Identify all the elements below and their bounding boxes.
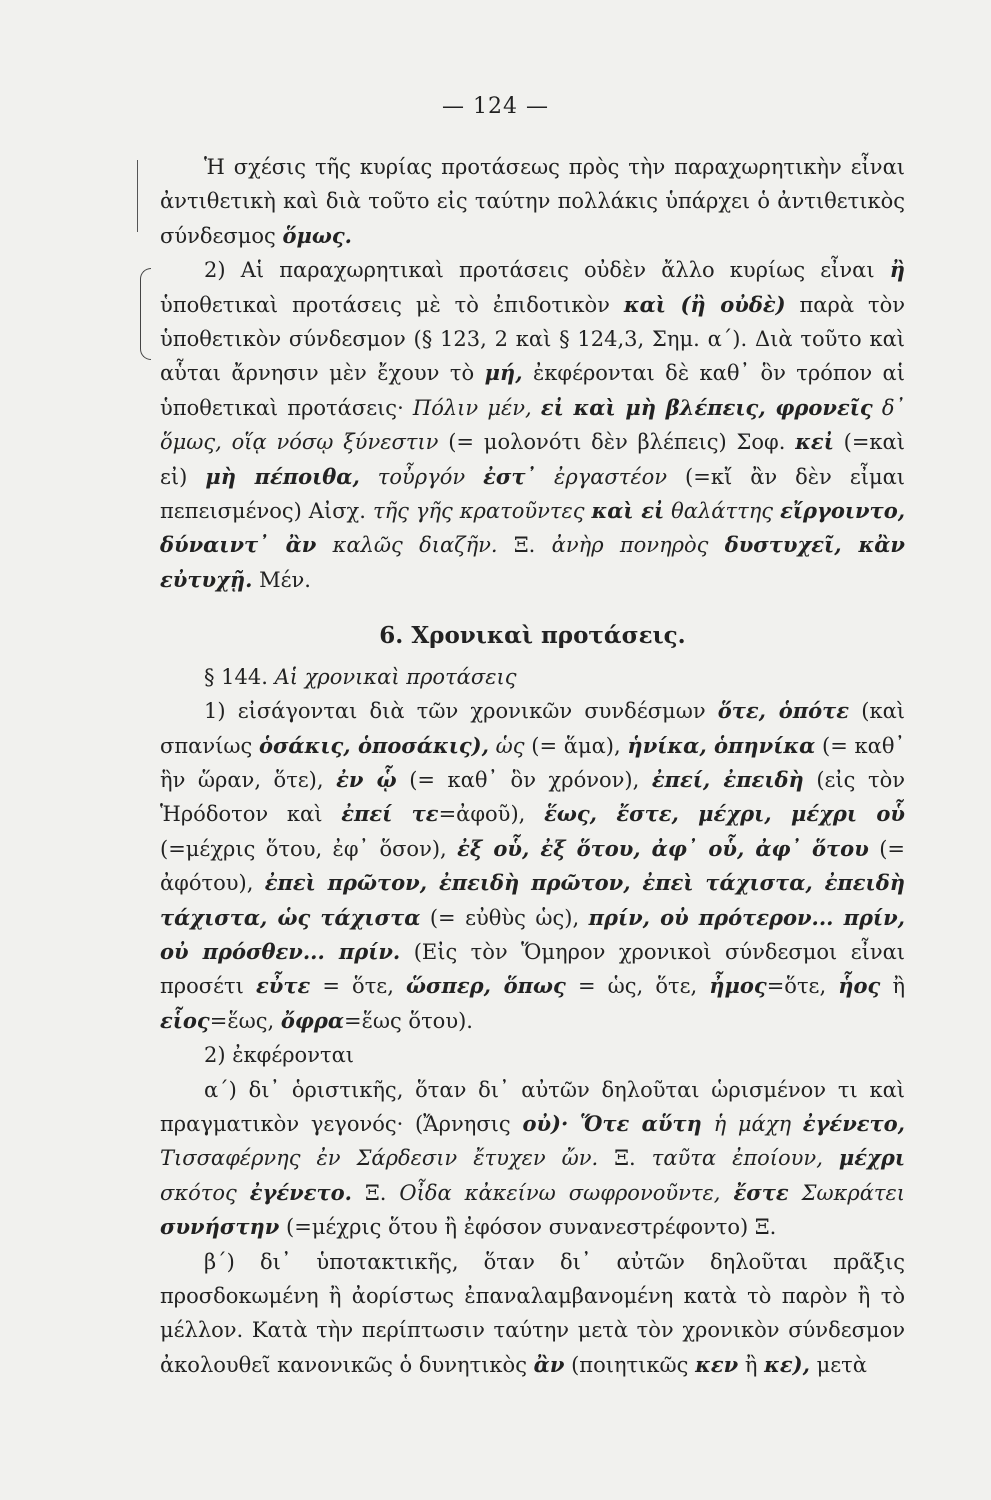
- section-sign: § 144.: [204, 664, 268, 689]
- paragraph-144-title: § 144. Αἱ χρονικαὶ προτάσεις: [204, 664, 517, 689]
- paragraph-144-conjunctions: 1) εἰσάγονται διὰ τῶν χρονικῶν συνδέσμων ὅτε, ὁπότε (καὶ σπανίως ὁσάκις, ὁποσάκις), ὡς (= ἅμα), ἡνίκα, ὁπηνίκα (= καθ᾽ ἣν ὥραν, ὅτε), ἐν ᾧ (= καθ᾽ ὃν χρόνον), ἐπεί, ἐπειδὴ (εἰς τὸν Ἡρόδοτον καὶ ἐπεί τε=ἀφοῦ), ἕως, ἔστε, μέχρι, μέχρι οὗ (=μέχρις ὅτου, ἐφ᾽ ὅσον), ἐξ οὗ, ἐξ ὅτου, ἀφ᾽ οὗ, ἀφ᾽ ὅτου (= ἀφότου), ἐπεὶ πρῶτον, ἐπειδὴ πρῶτον, ἐπεὶ τάχιστα, ἐπειδὴ τάχιστα, ὡς τάχιστα (= εὐθὺς ὡς), πρίν, οὐ πρότερον... πρίν, οὐ πρόσθεν... πρίν. (Εἰς τὸν Ὅμηρον χρονικοὶ σύνδεσμοι εἶναι προσέτι εὖτε = ὅτε, ὥσπερ, ὅπως = ὡς, ὅτε, ἦμος=ὅτε, ἧος ἢ εἷος=ἕως, ὄφρα=ἕως ὅτου).: [160, 698, 906, 1033]
- paragraph-144-subjunctive: β΄) δι᾽ ὑποτακτικῆς, ὅταν δι᾽ αὐτῶν δηλοῦται πρᾶξις προσδοκωμένη ἢ ἀορίστως ἐπαναλαμβανομένη κατὰ τὸ παρὸν ἢ τὸ μέλλον. Κατὰ τὴν περίπτωσιν ταύτην μετὰ τὸν χρονικὸν σύνδεσμον ἀκολουθεῖ κανονικῶς ὁ δυνητικὸς ἂν (ποιητικῶς κεν ἢ κε), μετὰ: [160, 1249, 905, 1377]
- paragraph-concessive: 2) Αἱ παραχωρητικαὶ προτάσεις οὐδὲν ἄλλο κυρίως εἶναι ἢ ὑποθετικαὶ προτάσεις μὲ τὸ ἐπιδοτικὸν καὶ (ἢ οὐδὲ) παρὰ τὸν ὑποθετικὸν σύνδεσμον (§ 123, 2 καὶ § 124,3, Σημ. α΄). Διὰ τοῦτο καὶ αὗται ἄρνησιν μὲν ἔχουν τὸ μή, ἐκφέρονται δὲ καθ᾽ ὃν τρόπον αἱ ὑποθετικαὶ προτάσεις· Πόλιν μέν, εἰ καὶ μὴ βλέπεις, φρονεῖς δ᾽ ὅμως, οἵᾳ νόσῳ ξύνεστιν (= μολονότι δὲν βλέπεις) Σοφ. κεἰ (=καὶ εἰ) μὴ πέποιθα, τοὖργόν ἐστ᾽ ἐργαστέον (=κἴ ἂν δὲν εἶμαι πεπεισμένος) Αἰσχ. τῆς γῆς κρατοῦντες καὶ εἰ θαλάττης εἴργοιντο, δύναιντ᾽ ἂν καλῶς διαζῆν. Ξ. ἀνὴρ πονηρὸς δυστυχεῖ, κἂν εὐτυχῇ. Μέν.: [160, 257, 906, 592]
- paragraph-144-expressed: 2) ἐκφέρονται: [204, 1043, 354, 1068]
- margin-mark: [137, 160, 138, 232]
- page-number: — 124 —: [442, 94, 549, 119]
- paragraph-contrast: Ἡ σχέσις τῆς κυρίας προτάσεως πρὸς τὴν παραχωρητικὴν εἶναι ἀντιθετικὴ καὶ διὰ τοῦτο εἰς ταύτην πολλάκις ὑπάρχει ὁ ἀντιθετικὸς σύνδεσμος ὅμως.: [160, 155, 905, 248]
- paragraph-144-indicative: α΄) δι᾽ ὁριστικῆς, ὅταν δι᾽ αὐτῶν δηλοῦται ὡρισμένον τι καὶ πραγματικὸν γεγονός· (Ἄρνησις οὐ)· Ὅτε αὕτη ἡ μάχη ἐγένετο, Τισσαφέρνης ἐν Σάρδεσιν ἔτυχεν ὤν. Ξ. ταῦτα ἐποίουν, μέχρι σκότος ἐγένετο. Ξ. Οἶδα κἀκείνω σωφρονοῦντε, ἔστε Σωκράτει συνήστην (=μέχρις ὅτου ἢ ἐφόσον συνανεστρέφοντο) Ξ.: [160, 1077, 905, 1240]
- body-text: [160, 150, 905, 1382]
- margin-bracket: [140, 268, 151, 360]
- section-heading: 6. Χρονικαὶ προτάσεις.: [379, 622, 686, 650]
